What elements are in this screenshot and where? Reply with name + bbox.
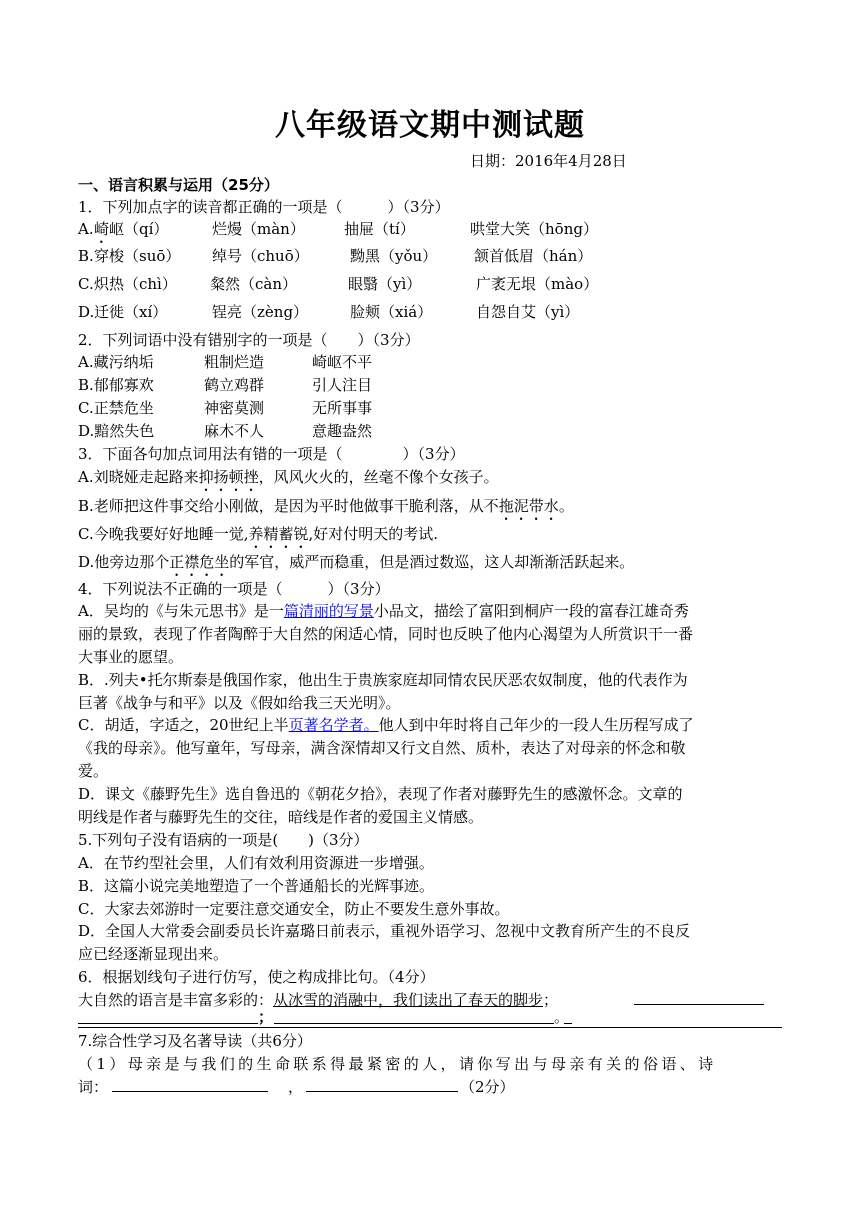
q5-option-b: B．这篇小说完美地塑造了一个普通船长的光辉事迹。 (78, 877, 435, 895)
q1-option-item: 绰号（chuō） (212, 247, 309, 265)
q6-punct: ； (258, 1008, 274, 1026)
q2-option-item: B.郁郁寡欢 (78, 376, 154, 394)
q6-stem: 6．根据划线句子进行仿写，使之构成排比句。（4分） (78, 968, 435, 986)
q3-b-text: 。 (558, 497, 574, 515)
q4-option-d-cont: 明线是作者与藤野先生的交往，暗线是作者的爱国主义情感。 (78, 808, 484, 826)
q1-option-item: 广袤无垠（mào） (476, 275, 599, 293)
q1-option-label: D. (78, 303, 95, 321)
q1-option-item: 自怨自艾（yì） (476, 303, 580, 321)
q3-b-text: B.老师把这件事交给小刚做，是因为平时他做事干脆利落，从不 (78, 497, 499, 515)
q2-option-item: A.藏污纳垢 (78, 353, 154, 371)
q1-option-item: 锃亮（zèng） (212, 303, 309, 321)
q6-answer-blank-tail (564, 1007, 572, 1024)
q3-d-text: 的军官，威严而稳重，但是酒过数巡，这人却渐渐活跃起来。 (229, 553, 635, 571)
q1-option-item: 脸颊（xiá） (350, 303, 433, 321)
q1-option-item: 哄堂大笑（hōng） (470, 220, 598, 238)
q1-option-label: B. (78, 247, 94, 265)
dotted-char: 崎 (94, 220, 110, 238)
q1-option-item: 穿梭（suō） (94, 247, 181, 265)
q7-sub1: （1）母亲是与我们的生命联系得最紧密的人，请你写出与母亲有关的俗语、诗 (78, 1055, 717, 1073)
q7-sub1-answer-line (78, 1076, 108, 1098)
q2-option-item: 鹤立鸡群 (204, 376, 265, 394)
q4-option-c-cont: 《我的母亲》。他写童年，写母亲，满含深情却又行文自然、质朴，表达了对母亲的怀念和敬 (78, 739, 686, 757)
q3-option-c (78, 523, 438, 552)
q5-option-a: A．在节约型社会里，人们有效利用资源进一步增强。 (78, 854, 434, 872)
q4-stem: 4．下列说法不正确的一项是（ ）（3分） (78, 580, 390, 598)
q7-punct: ， (288, 1078, 304, 1096)
exam-date: 日期：2016年4月28日 (470, 152, 627, 170)
q4-option-a (78, 600, 689, 622)
q2-option-item: D.黯然失色 (78, 422, 155, 440)
q3-b-dotted: 拖泥带水 (498, 497, 559, 515)
q5-option-d: D．全国人大常委会副委员长许嘉璐日前表示，重视外语学习、忽视中文教育所产生的不良反 (78, 922, 691, 940)
q4-c-link[interactable]: 页著名学者。 (288, 716, 379, 734)
q7-text: 词： (78, 1078, 109, 1096)
q6-punct: 。 (554, 1008, 570, 1026)
q4-option-d: D．课文《藤野先生》选自鲁迅的《朝花夕拾》，表现了作者对藤野先生的感激怀念。文章的 (78, 785, 683, 803)
q6-punct: ； (543, 991, 559, 1009)
q5-option-c: C．大家去郊游时一定要注意交通安全，防止不要发生意外事故。 (78, 900, 510, 918)
q4-a-text: A．吴均的《与朱元思书》是一 (78, 602, 284, 620)
q5-option-d-cont: 应已经逐渐显现出来。 (78, 945, 229, 963)
q4-option-c-cont: 爱。 (78, 762, 109, 780)
q3-stem: 3．下面各句加点词用法有错的一项是（ ）（3分） (78, 445, 465, 463)
q1-option-item: 黝黑（yǒu） (350, 247, 438, 265)
q3-d-text: D.他旁边那个 (78, 553, 170, 571)
q1-rest: 岖（qí） (109, 220, 169, 238)
q7-score: （2分） (460, 1078, 515, 1096)
q3-option-d (78, 551, 634, 580)
q1-option-item: 眼翳（yì） (348, 275, 422, 293)
q3-c-dotted: 养精蓄锐 (248, 525, 309, 543)
q2-option-item: 粗制烂造 (204, 353, 265, 371)
q6-answer-blank-2[interactable] (78, 1007, 258, 1024)
q6-underlined-sentence: 从冰雪的消融中，我们读出了春天的脚步 (273, 991, 544, 1009)
q1-option-item: 烂熳（màn） (212, 220, 305, 238)
q6-text: 大自然的语言是丰富多彩的： (78, 991, 274, 1009)
q4-option-b: B．.列夫•托尔斯泰是俄国作家，他出生于贵族家庭却同情农民厌恶农奴制度，他的代表作为 (78, 671, 688, 689)
q1-option-item: 炽热（chì） (94, 275, 177, 293)
q4-c-text: 他人到中年时将自己年少的一段人生历程写成了 (378, 716, 694, 734)
q2-option-item: 崎岖不平 (312, 353, 373, 371)
q4-option-a-cont: 丽的景致，表现了作者陶醉于大自然的闲适心情，同时也反映了他内心渴望为人所赏识干一番 (78, 625, 694, 643)
q1-stem: 1．下列加点字的读音都正确的一项是（ ）（3分） (78, 198, 450, 216)
q4-a-link[interactable]: 篇清丽的写景 (283, 602, 374, 620)
q3-a-text: ，风风火火的，丝毫不像个女孩子。 (258, 468, 499, 486)
q1-option-item: 抽屉（tí） (344, 220, 415, 238)
q3-d-dotted: 正襟危坐 (169, 553, 230, 571)
q4-option-c (78, 714, 694, 736)
q1-option-item: 粲然（càn） (210, 275, 298, 293)
q2-option-item: 麻木不人 (204, 422, 265, 440)
q3-a-dotted: 抑扬顿挫 (198, 468, 259, 486)
q7-stem: 7.综合性学习及名著导读（共6分） (78, 1032, 312, 1050)
q3-c-text: ,好对付明天的考试. (308, 525, 439, 543)
q1-option-label: A. (78, 220, 94, 238)
q1-option-label: C. (78, 275, 94, 293)
q2-option-item: 无所事事 (312, 399, 373, 417)
page-title: 八年级语文期中测试题 (275, 108, 585, 143)
q3-a-text: A.刘晓娅走起路来 (78, 468, 199, 486)
q5-stem: 5.下列句子没有语病的一项是( )（3分） (78, 831, 369, 849)
q3-option-b (78, 495, 574, 524)
q2-option-item: 意趣盎然 (312, 422, 373, 440)
q1-option-item: 迁徙（xí） (94, 303, 168, 321)
q2-option-item: C.正禁危坐 (78, 399, 154, 417)
q1-option-item: 颔首低眉（hán） (474, 247, 593, 265)
q1-option-item (94, 218, 168, 247)
q2-option-item: 神密莫测 (204, 399, 265, 417)
q2-stem: 2．下列词语中没有错别字的一项是（ ）（3分） (78, 331, 420, 349)
q4-c-text: C．胡适，字适之，20世纪上半 (78, 716, 289, 734)
q4-option-b-cont: 巨著《战争与和平》以及《假如给我三天光明》。 (78, 694, 401, 712)
q7-answer-blank-2[interactable] (306, 1075, 458, 1092)
q3-option-a (78, 466, 499, 495)
q3-c-text: C.今晚我要好好地睡一觉, (78, 525, 249, 543)
q6-answer-blank-3[interactable] (274, 1007, 554, 1024)
divider (78, 1027, 782, 1028)
q4-a-text: 小品文，描绘了富阳到桐庐一段的富春江雄奇秀 (373, 602, 689, 620)
section-heading: 一、语言积累与运用（25分） (78, 176, 279, 194)
q2-option-item: 引人注目 (312, 376, 373, 394)
q6-answer-blank-1[interactable] (634, 988, 764, 1005)
q4-option-a-cont: 大事业的愿望。 (78, 648, 184, 666)
q7-answer-blank-1[interactable] (112, 1075, 268, 1092)
